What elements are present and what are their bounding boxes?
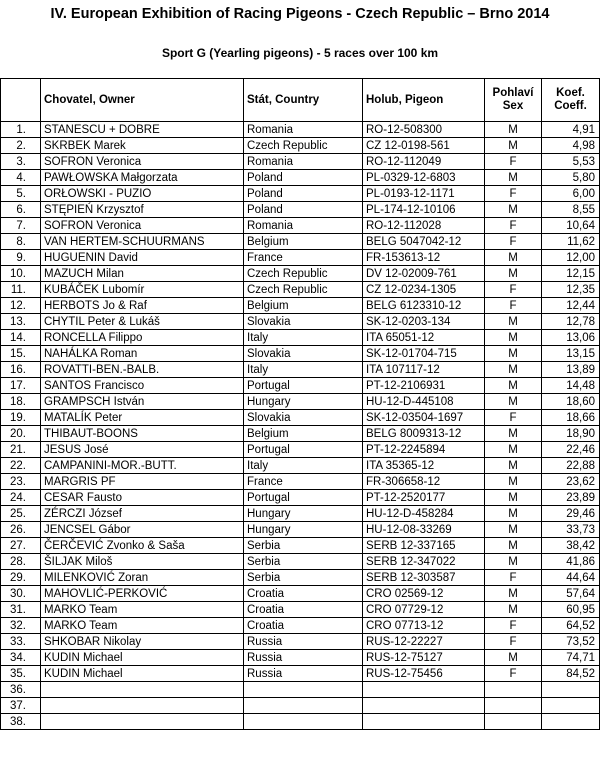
rank-cell: 27. [1, 538, 41, 554]
rank-cell: 26. [1, 522, 41, 538]
sex-cell: M [485, 122, 542, 138]
pigeon-cell: RUS-12-75127 [363, 650, 485, 666]
sex-cell [485, 714, 542, 730]
owner-cell: SHKOBAR Nikolay [41, 634, 244, 650]
document-title: IV. European Exhibition of Racing Pigeons - Czech Republic – Brno 2014 [50, 6, 550, 22]
pigeon-cell: CRO 02569-12 [363, 586, 485, 602]
coef-cell [542, 682, 600, 698]
pigeon-cell: PL-0329-12-6803 [363, 170, 485, 186]
table-row [1, 714, 600, 730]
country-cell: Hungary [244, 506, 363, 522]
sex-cell: M [485, 330, 542, 346]
country-cell: Serbia [244, 570, 363, 586]
country-cell: Poland [244, 186, 363, 202]
rank-cell: 11. [1, 282, 41, 298]
rank-cell: 2. [1, 138, 41, 154]
pigeon-cell: SERB 12-337165 [363, 538, 485, 554]
rank-cell: 21. [1, 442, 41, 458]
coef-cell: 74,71 [542, 650, 600, 666]
pigeon-cell: CZ 12-0234-1305 [363, 282, 485, 298]
header-rank [1, 79, 41, 122]
pigeon-cell: SK-12-03504-1697 [363, 410, 485, 426]
coef-cell: 29,46 [542, 506, 600, 522]
country-cell: Belgium [244, 426, 363, 442]
country-cell: Poland [244, 170, 363, 186]
table-row [1, 186, 600, 202]
sex-cell [485, 698, 542, 714]
sex-cell: F [485, 570, 542, 586]
country-cell: Romania [244, 122, 363, 138]
coef-cell: 22,46 [542, 442, 600, 458]
header-coef-line2: Coeff. [554, 100, 587, 112]
rank-cell: 30. [1, 586, 41, 602]
country-cell: Croatia [244, 618, 363, 634]
owner-cell: SANTOS Francisco [41, 378, 244, 394]
sex-cell: M [485, 506, 542, 522]
sex-cell: M [485, 442, 542, 458]
coef-cell: 18,90 [542, 426, 600, 442]
country-cell: Russia [244, 634, 363, 650]
pigeon-cell: CZ 12-0198-561 [363, 138, 485, 154]
pigeon-cell: CRO 07713-12 [363, 618, 485, 634]
country-cell: Czech Republic [244, 266, 363, 282]
pigeon-cell: FR-306658-12 [363, 474, 485, 490]
table-row [1, 154, 600, 170]
table-row [1, 410, 600, 426]
table-row [1, 330, 600, 346]
rank-cell: 6. [1, 202, 41, 218]
sex-cell: M [485, 426, 542, 442]
country-cell: Croatia [244, 602, 363, 618]
owner-cell: KUBÁČEK Lubomír [41, 282, 244, 298]
sex-cell: M [485, 650, 542, 666]
table-row [1, 250, 600, 266]
country-cell: Serbia [244, 554, 363, 570]
coef-cell: 13,06 [542, 330, 600, 346]
table-row [1, 346, 600, 362]
pigeon-cell: SERB 12-303587 [363, 570, 485, 586]
sex-cell: F [485, 634, 542, 650]
sex-cell: M [485, 394, 542, 410]
owner-cell [41, 698, 244, 714]
rank-cell: 23. [1, 474, 41, 490]
coef-cell: 12,78 [542, 314, 600, 330]
rank-cell: 20. [1, 426, 41, 442]
sex-cell: M [485, 346, 542, 362]
rank-cell: 5. [1, 186, 41, 202]
owner-cell: ŠILJAK Miloš [41, 554, 244, 570]
coef-cell: 38,42 [542, 538, 600, 554]
header-owner: Chovatel, Owner [41, 79, 244, 122]
owner-cell: HUGUENIN David [41, 250, 244, 266]
pigeon-cell: PL-0193-12-1171 [363, 186, 485, 202]
owner-cell: MILENKOVIĆ Zoran [41, 570, 244, 586]
rank-cell: 17. [1, 378, 41, 394]
header-sex-line1: Pohlaví [492, 87, 534, 99]
sex-cell: M [485, 378, 542, 394]
coef-cell: 12,35 [542, 282, 600, 298]
sex-cell: M [485, 538, 542, 554]
coef-cell: 14,48 [542, 378, 600, 394]
sex-cell: M [485, 266, 542, 282]
rank-cell: 4. [1, 170, 41, 186]
coef-cell: 22,88 [542, 458, 600, 474]
pigeon-cell [363, 682, 485, 698]
owner-cell: JESUS José [41, 442, 244, 458]
table-row [1, 570, 600, 586]
country-cell: Belgium [244, 298, 363, 314]
owner-cell [41, 682, 244, 698]
sex-cell: F [485, 234, 542, 250]
pigeon-cell: RUS-12-22227 [363, 634, 485, 650]
owner-cell: STĘPIEŃ Krzysztof [41, 202, 244, 218]
pigeon-cell: DV 12-02009-761 [363, 266, 485, 282]
sex-cell: M [485, 554, 542, 570]
table-row [1, 314, 600, 330]
owner-cell: CAMPANINI-MOR.-BUTT. [41, 458, 244, 474]
rank-cell: 31. [1, 602, 41, 618]
table-row [1, 378, 600, 394]
table-row [1, 522, 600, 538]
rank-cell: 7. [1, 218, 41, 234]
pigeon-cell: ITA 65051-12 [363, 330, 485, 346]
owner-cell: JENCSEL Gábor [41, 522, 244, 538]
sex-cell: F [485, 618, 542, 634]
rank-cell: 14. [1, 330, 41, 346]
owner-cell: HERBOTS Jo & Raf [41, 298, 244, 314]
pigeon-cell: HU-12-08-33269 [363, 522, 485, 538]
table-row [1, 138, 600, 154]
coef-cell: 23,89 [542, 490, 600, 506]
document-subtitle: Sport G (Yearling pigeons) - 5 races over 100 km [161, 46, 439, 60]
sex-cell: M [485, 314, 542, 330]
owner-cell: ORŁOWSKI - PUZIO [41, 186, 244, 202]
coef-cell: 4,91 [542, 122, 600, 138]
sex-cell: M [485, 490, 542, 506]
owner-cell: MARKO Team [41, 602, 244, 618]
rank-cell: 28. [1, 554, 41, 570]
coef-cell: 23,62 [542, 474, 600, 490]
header-pigeon: Holub, Pigeon [363, 79, 485, 122]
table-row [1, 202, 600, 218]
country-cell: Czech Republic [244, 138, 363, 154]
table-row [1, 698, 600, 714]
table-row [1, 426, 600, 442]
table-header [1, 79, 600, 122]
rank-cell: 33. [1, 634, 41, 650]
rank-cell: 9. [1, 250, 41, 266]
table-row [1, 394, 600, 410]
sex-cell: M [485, 474, 542, 490]
sex-cell: M [485, 138, 542, 154]
pigeon-cell: PT-12-2520177 [363, 490, 485, 506]
owner-cell: MAHOVLIĆ-PERKOVIĆ [41, 586, 244, 602]
pigeon-cell: ITA 107117-12 [363, 362, 485, 378]
table-row [1, 666, 600, 682]
sex-cell: F [485, 154, 542, 170]
country-cell: Italy [244, 362, 363, 378]
country-cell: Czech Republic [244, 282, 363, 298]
pigeon-cell: BELG 6123310-12 [363, 298, 485, 314]
owner-cell: CHYTIL Peter & Lukáš [41, 314, 244, 330]
owner-cell: MARKO Team [41, 618, 244, 634]
table-row [1, 506, 600, 522]
coef-cell: 18,66 [542, 410, 600, 426]
sex-cell: M [485, 458, 542, 474]
sex-cell: F [485, 186, 542, 202]
table-row [1, 634, 600, 650]
country-cell: Italy [244, 458, 363, 474]
country-cell: Russia [244, 650, 363, 666]
rank-cell: 8. [1, 234, 41, 250]
pigeon-cell: BELG 5047042-12 [363, 234, 485, 250]
owner-cell: MATALÍK Peter [41, 410, 244, 426]
pigeon-cell [363, 714, 485, 730]
owner-cell: MAZUCH Milan [41, 266, 244, 282]
table-row [1, 474, 600, 490]
rank-cell: 18. [1, 394, 41, 410]
table-row [1, 266, 600, 282]
owner-cell: SKRBEK Marek [41, 138, 244, 154]
rank-cell: 35. [1, 666, 41, 682]
sex-cell: M [485, 602, 542, 618]
coef-cell: 4,98 [542, 138, 600, 154]
rank-cell: 3. [1, 154, 41, 170]
country-cell: Romania [244, 218, 363, 234]
pigeon-cell: PT-12-2245894 [363, 442, 485, 458]
country-cell: Italy [244, 330, 363, 346]
owner-cell: PAWŁOWSKA Małgorzata [41, 170, 244, 186]
table-row [1, 618, 600, 634]
rank-cell: 38. [1, 714, 41, 730]
rank-cell: 32. [1, 618, 41, 634]
rank-cell: 13. [1, 314, 41, 330]
coef-cell: 57,64 [542, 586, 600, 602]
rank-cell: 15. [1, 346, 41, 362]
country-cell: Slovakia [244, 346, 363, 362]
coef-cell: 6,00 [542, 186, 600, 202]
table-row [1, 122, 600, 138]
rank-cell: 12. [1, 298, 41, 314]
owner-cell: CESAR Fausto [41, 490, 244, 506]
table-row [1, 602, 600, 618]
coef-cell: 8,55 [542, 202, 600, 218]
table-row [1, 442, 600, 458]
pigeon-cell: RUS-12-75456 [363, 666, 485, 682]
coef-cell: 33,73 [542, 522, 600, 538]
header-sex [485, 79, 542, 122]
owner-cell: THIBAUT-BOONS [41, 426, 244, 442]
header-sex-line2: Sex [502, 100, 524, 112]
rank-cell: 19. [1, 410, 41, 426]
pigeon-cell: BELG 8009313-12 [363, 426, 485, 442]
sex-cell: F [485, 410, 542, 426]
owner-cell: KUDIN Michael [41, 666, 244, 682]
table-row [1, 650, 600, 666]
pigeon-cell: SK-12-01704-715 [363, 346, 485, 362]
coef-cell: 44,64 [542, 570, 600, 586]
sex-cell: M [485, 522, 542, 538]
owner-cell: STANESCU + DOBRE [41, 122, 244, 138]
coef-cell: 13,89 [542, 362, 600, 378]
coef-cell: 12,15 [542, 266, 600, 282]
pigeon-cell: FR-153613-12 [363, 250, 485, 266]
sex-cell: M [485, 170, 542, 186]
country-cell: Hungary [244, 394, 363, 410]
owner-cell: RONCELLA Filippo [41, 330, 244, 346]
country-cell: Portugal [244, 490, 363, 506]
sex-cell [485, 682, 542, 698]
country-cell: Portugal [244, 442, 363, 458]
owner-cell: SOFRON Veronica [41, 218, 244, 234]
sex-cell: F [485, 218, 542, 234]
country-cell: France [244, 474, 363, 490]
table-row [1, 458, 600, 474]
coef-cell [542, 714, 600, 730]
header-coef [542, 79, 600, 122]
owner-cell: ZÉRCZI József [41, 506, 244, 522]
country-cell: Romania [244, 154, 363, 170]
sex-cell: M [485, 202, 542, 218]
rank-cell: 10. [1, 266, 41, 282]
pigeon-cell: HU-12-D-458284 [363, 506, 485, 522]
header-coef-line1: Koef. [556, 87, 585, 99]
owner-cell [41, 714, 244, 730]
pigeon-cell: ITA 35365-12 [363, 458, 485, 474]
coef-cell: 5,53 [542, 154, 600, 170]
table-row [1, 554, 600, 570]
coef-cell: 13,15 [542, 346, 600, 362]
table-row [1, 170, 600, 186]
coef-cell: 10,64 [542, 218, 600, 234]
pigeon-cell: CRO 07729-12 [363, 602, 485, 618]
owner-cell: NAHÁLKA Roman [41, 346, 244, 362]
country-cell: Belgium [244, 234, 363, 250]
pigeon-cell: HU-12-D-445108 [363, 394, 485, 410]
table-row [1, 682, 600, 698]
country-cell: Russia [244, 666, 363, 682]
country-cell: Poland [244, 202, 363, 218]
pigeon-cell: RO-12-508300 [363, 122, 485, 138]
coef-cell: 60,95 [542, 602, 600, 618]
coef-cell: 11,62 [542, 234, 600, 250]
country-cell: Serbia [244, 538, 363, 554]
coef-cell: 12,00 [542, 250, 600, 266]
country-cell: Slovakia [244, 314, 363, 330]
country-cell [244, 682, 363, 698]
coef-cell: 12,44 [542, 298, 600, 314]
coef-cell [542, 698, 600, 714]
coef-cell: 73,52 [542, 634, 600, 650]
table-body [1, 122, 600, 730]
country-cell: France [244, 250, 363, 266]
rank-cell: 36. [1, 682, 41, 698]
rank-cell: 1. [1, 122, 41, 138]
table-row [1, 234, 600, 250]
coef-cell: 41,86 [542, 554, 600, 570]
sex-cell: F [485, 666, 542, 682]
table-row [1, 298, 600, 314]
owner-cell: KUDIN Michael [41, 650, 244, 666]
pigeon-cell: SK-12-0203-134 [363, 314, 485, 330]
pigeon-cell: PL-174-12-10106 [363, 202, 485, 218]
table-row [1, 218, 600, 234]
pigeon-cell: RO-12-112028 [363, 218, 485, 234]
country-cell [244, 698, 363, 714]
rank-cell: 34. [1, 650, 41, 666]
pigeon-cell: SERB 12-347022 [363, 554, 485, 570]
owner-cell: SOFRON Veronica [41, 154, 244, 170]
country-cell: Portugal [244, 378, 363, 394]
country-cell [244, 714, 363, 730]
coef-cell: 64,52 [542, 618, 600, 634]
results-table [0, 78, 600, 730]
sex-cell: M [485, 586, 542, 602]
owner-cell: ČERČEVIĆ Zvonko & Saša [41, 538, 244, 554]
sex-cell: F [485, 298, 542, 314]
country-cell: Croatia [244, 586, 363, 602]
sex-cell: M [485, 362, 542, 378]
rank-cell: 24. [1, 490, 41, 506]
country-cell: Hungary [244, 522, 363, 538]
sex-cell: M [485, 250, 542, 266]
table-row [1, 586, 600, 602]
table-row [1, 362, 600, 378]
sex-cell: F [485, 282, 542, 298]
rank-cell: 25. [1, 506, 41, 522]
rank-cell: 29. [1, 570, 41, 586]
owner-cell: ROVATTI-BEN.-BALB. [41, 362, 244, 378]
owner-cell: MARGRIS PF [41, 474, 244, 490]
coef-cell: 18,60 [542, 394, 600, 410]
table-row [1, 490, 600, 506]
header-row [1, 79, 600, 122]
rank-cell: 22. [1, 458, 41, 474]
table-row [1, 538, 600, 554]
header-country: Stát, Country [244, 79, 363, 122]
coef-cell: 5,80 [542, 170, 600, 186]
rank-cell: 16. [1, 362, 41, 378]
table-row [1, 282, 600, 298]
rank-cell: 37. [1, 698, 41, 714]
pigeon-cell: PT-12-2106931 [363, 378, 485, 394]
owner-cell: GRAMPSCH István [41, 394, 244, 410]
pigeon-cell: RO-12-112049 [363, 154, 485, 170]
coef-cell: 84,52 [542, 666, 600, 682]
owner-cell: VAN HERTEM-SCHUURMANS [41, 234, 244, 250]
country-cell: Slovakia [244, 410, 363, 426]
pigeon-cell [363, 698, 485, 714]
